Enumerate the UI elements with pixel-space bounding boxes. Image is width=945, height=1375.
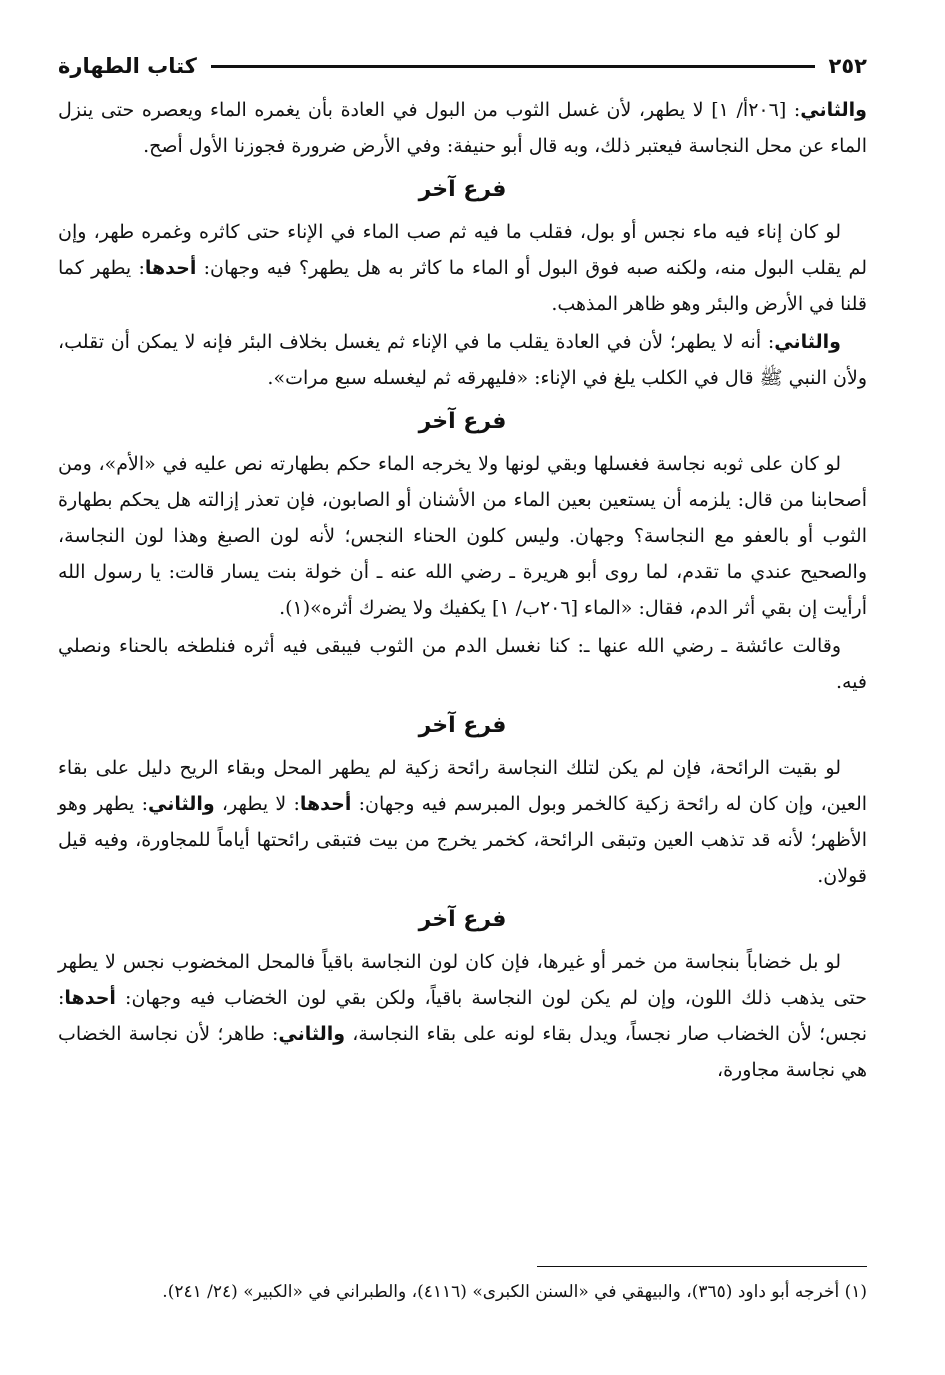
- paragraph-text: لو كان إناء فيه ماء نجس أو بول، فقلب ما فيه ثم صب الماء في الإناء حتى كاثره وغمره طهر، وإن لم يقلب البول منه، ولكنه صبه فوق البول أو الماء ما كاثر به هل يطهر؟ فيه وجهان:: [58, 221, 867, 279]
- paragraph-text: : [٢٠٦أ/ ١] لا يطهر، لأن غسل الثوب من البول في العادة بأن يغمره الماء ويعصره حتى ينزل الماء عن محل النجاسة فيعتبر ذلك، وبه قال أبو حنيفة: وفي الأرض ضرورة فجوزنا الأول أصح.: [58, 99, 867, 157]
- paragraph-text: : يطهر وهو الأظهر؛ لأنه قد تذهب العين وتبقى الرائحة، كخمر يخرج من بيت فتبقى رائحتها أياماً للمجاورة، وفيه قيل قولان.: [58, 793, 867, 887]
- paragraph-text: لو بقيت الرائحة، فإن لم يكن لتلك النجاسة رائحة زكية لم يطهر المحل وبقاء الريح دليل على بقاء العين، وإن كان له رائحة زكية كالخمر وبول المبرسم فيه وجهان:: [58, 757, 868, 815]
- page-body: [58, 92, 867, 1090]
- paragraph: [58, 324, 867, 396]
- footnote-separator: [537, 1266, 867, 1267]
- lead-term: أحدها: [64, 987, 116, 1009]
- paragraph-text: : يطهر كما قلنا في الأرض والبئر وهو ظاهر المذهب.: [58, 257, 867, 315]
- paragraph-text: : طاهر؛ لأن نجاسة الخضاب هي نجاسة مجاورة،: [58, 1023, 867, 1081]
- lead-term: أحدها: [299, 793, 352, 815]
- lead-term: والثاني: [800, 99, 867, 121]
- paragraph-text: : أنه لا يطهر؛ لأن في العادة يقلب ما في الإناء ثم يغسل بخلاف البئر فإنه لا يمكن أن تقلب، ولأن النبي ﷺ قال في الكلب يلغ في الإناء: «فليهرقه ثم ليغسله سبع مرات».: [58, 331, 867, 389]
- footnote: (١) أخرجه أبو داود (٣٦٥)، والبيهقي في «السنن الكبرى» (٤١١٦)، والطبراني في «الكبير» (٢٤/ ٢٤١).: [162, 1282, 867, 1302]
- section-heading: فرع آخر: [418, 907, 507, 932]
- paragraph: [58, 750, 867, 894]
- lead-term: والثاني: [278, 1023, 346, 1045]
- paragraph-text: لو بل خضاباً بنجاسة من خمر أو غيرها، فإن كان لون النجاسة باقياً فالمحل المخضوب نجس لا يطهر حتى يذهب ذلك اللون، وإن لم يكن لون النجاسة باقياً، ولكن بقي لون الخضاب فيه وجهان:: [58, 951, 867, 1009]
- paragraph: وقالت عائشة ـ رضي الله عنها ـ: كنا نغسل الدم من الثوب فيبقى فيه أثره فنلطخه بالحناء ونصلي فيه.: [58, 635, 867, 693]
- section-heading: فرع آخر: [418, 713, 507, 738]
- header-rule: [211, 65, 815, 68]
- paragraph-text: : لا يطهر،: [214, 793, 300, 815]
- paragraph-text: : نجس؛ لأن الخضاب صار نجساً، ويدل بقاء لونه على بقاء النجاسة،: [58, 987, 867, 1045]
- lead-term: والثاني: [147, 793, 215, 815]
- section-heading: فرع آخر: [418, 177, 507, 202]
- paragraph: لو كان على ثوبه نجاسة فغسلها وبقي لونها ولا يخرجه الماء حكم بطهارته نص عليه في «الأم»، ومن أصحابنا من قال: يلزمه أن يستعين بعين الماء من الأشنان أو الصابون، فإن تعذر إزالته هل يحكم بطهارة الثوب أو بالعفو مع النجاسة؟ وجهان. وليس كلون الحناء النجس؛ لأنه لون الصبغ وهذا لون النجاسة، والصحيح عندي ما تقدم، لما روى أبو هريرة ـ رضي الله عنه ـ أن خولة بنت يسار قالت: يا رسول الله أرأيت إن بقي أثر الدم، فقال: «الماء [٢٠٦ب/ ١] يكفيك ولا يضرك أثره»(١).: [58, 453, 867, 619]
- book-title: كتاب الطهارة: [58, 54, 197, 78]
- paragraph: [58, 92, 867, 164]
- paragraph: [58, 944, 867, 1088]
- section-heading: فرع آخر: [418, 409, 507, 434]
- page-header: [58, 46, 867, 86]
- page-number: ٢٥٢: [828, 54, 867, 78]
- lead-term: والثاني: [774, 331, 841, 353]
- lead-term: أحدها: [144, 257, 197, 279]
- paragraph: [58, 214, 867, 322]
